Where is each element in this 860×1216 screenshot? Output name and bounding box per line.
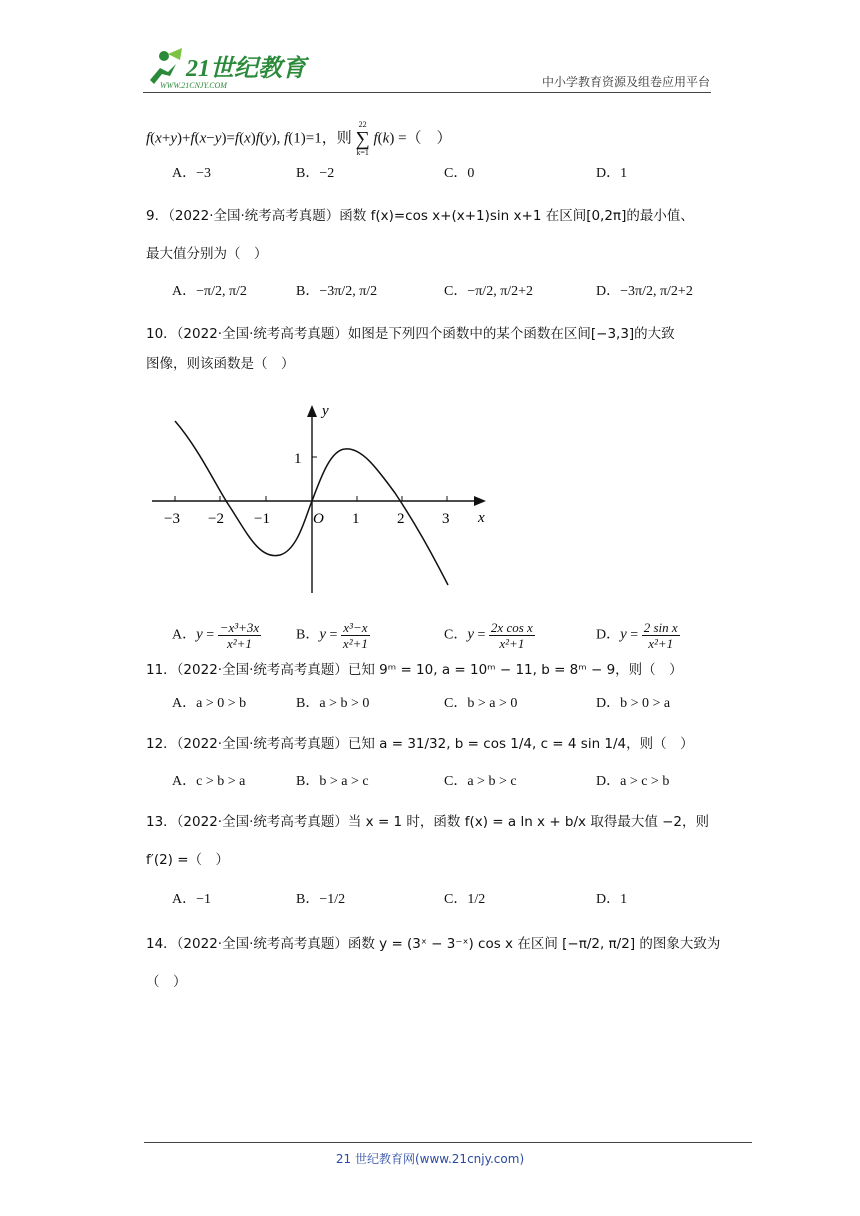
site-logo xyxy=(142,46,312,90)
q11-option-a[interactable]: A．a > 0 > b xyxy=(172,696,247,711)
header-divider xyxy=(143,92,711,93)
footer-link[interactable]: 21 世纪教育网(www.21cnjy.com) xyxy=(335,1152,525,1166)
q12-option-d[interactable]: D．a > c > b xyxy=(596,774,670,789)
q13-option-b[interactable]: B．−1/2 xyxy=(296,892,346,907)
q14-line2: （ ） xyxy=(146,974,187,990)
q9-option-d[interactable]: D．−3π/2, π/2+2 xyxy=(596,284,693,299)
y-axis-label: y xyxy=(322,403,329,419)
q10-option-d[interactable]: D．y = $\frac{\text{2 sin x}}{\text{x²+1}}$ xyxy=(596,620,678,651)
q12-option-a[interactable]: A．c > b > a xyxy=(172,774,246,789)
q9-option-c[interactable]: C．−π/2, π/2+2 xyxy=(444,284,534,299)
origin-label: O xyxy=(313,511,324,527)
y-axis-arrow xyxy=(307,405,317,417)
q10-line2: 图像，则该函数是（ ） xyxy=(146,356,295,372)
q14-line1: 14．（2022·全国·统考高考真题）函数 y = (3ˣ − 3⁻ˣ) cos x 在区间 [−π/2, π/2] 的图象大致为 xyxy=(146,936,721,952)
q10-option-c[interactable]: C．y = $\frac{\text{2x cos x}}{\text{x²+1}}$ xyxy=(444,620,533,651)
x-tick-label: −1 xyxy=(254,511,270,527)
q10-option-a[interactable]: A．y = $\frac{\text{−x³+3x}}{\text{x²+1}}$ xyxy=(172,620,260,651)
q12-option-c[interactable]: C．a > b > c xyxy=(444,774,517,789)
q11-stem: 11．（2022·全国·统考高考真题）已知 9ᵐ = 10, a = 10ᵐ − 11, b = 8ᵐ − 9，则（ ） xyxy=(146,662,683,678)
q9-option-b[interactable]: B．−3π/2, π/2 xyxy=(296,284,378,299)
q9-line2: 最大值分别为（ ） xyxy=(146,246,268,262)
q10-line1: 10．（2022·全国·统考高考真题）如图是下列四个函数中的某个函数在区间[−3,3]的大致 xyxy=(146,326,675,342)
q13-option-d[interactable]: D．1 xyxy=(596,892,628,907)
x-tick-label: 3 xyxy=(442,511,450,527)
q8-option-c[interactable]: C．0 xyxy=(444,166,475,181)
q13-line1: 13．（2022·全国·统考高考真题）当 x = 1 时，函数 f(x) = a ln x + b/x 取得最大值 −2，则 xyxy=(146,814,710,830)
x-tick-label: −3 xyxy=(164,511,180,527)
q13-option-a[interactable]: A．−1 xyxy=(172,892,212,907)
x-axis-label: x xyxy=(478,510,485,526)
x-axis-arrow xyxy=(474,496,486,506)
q12-option-b[interactable]: B．b > a > c xyxy=(296,774,369,789)
logo-text: 21世纪教育 xyxy=(186,56,306,82)
x-tick-label: 1 xyxy=(352,511,360,527)
q9-line1: 9．（2022·全国·统考高考真题）函数 f(x)=cos x+(x+1)sin x+1 在区间[0,2π]的最小值、 xyxy=(146,208,694,224)
q10-option-b[interactable]: B．y = $\frac{\text{x³−x}}{\text{x²+1}}$ xyxy=(296,620,368,651)
q13-option-c[interactable]: C．1/2 xyxy=(444,892,486,907)
q12-stem: 12．（2022·全国·统考高考真题）已知 a = 31/32, b = cos 1/4, c = 4 sin 1/4，则（ ） xyxy=(146,736,694,752)
x-tick-label: −2 xyxy=(208,511,224,527)
q8-option-a[interactable]: A．−3 xyxy=(172,166,212,181)
q11-option-b[interactable]: B．a > b > 0 xyxy=(296,696,370,711)
q9-option-a[interactable]: A．−π/2, π/2 xyxy=(172,284,247,299)
q11-option-c[interactable]: C．b > a > 0 xyxy=(444,696,518,711)
q8-option-b[interactable]: B．−2 xyxy=(296,166,335,181)
q8-option-d[interactable]: D．1 xyxy=(596,166,628,181)
y-tick-label: 1 xyxy=(294,451,302,467)
q13-line2: f′(2) =（ ） xyxy=(146,852,230,868)
q8-stem: f(x+y)+f(x−y)=f(x)f(y), f(1)=1，则 22 ∑ k=1 f(k) =（ ） xyxy=(146,120,452,157)
q10-function-graph xyxy=(140,395,510,610)
sum-symbol: 22 ∑ k=1 xyxy=(355,120,370,157)
x-tick-label: 2 xyxy=(397,511,405,527)
footer-divider xyxy=(144,1142,752,1143)
q11-option-d[interactable]: D．b > 0 > a xyxy=(596,696,671,711)
header-platform-title: 中小学教育资源及组卷应用平台 xyxy=(541,75,710,89)
runner-icon xyxy=(150,48,182,84)
logo-url: WWW.21CNJY.COM xyxy=(160,81,227,90)
